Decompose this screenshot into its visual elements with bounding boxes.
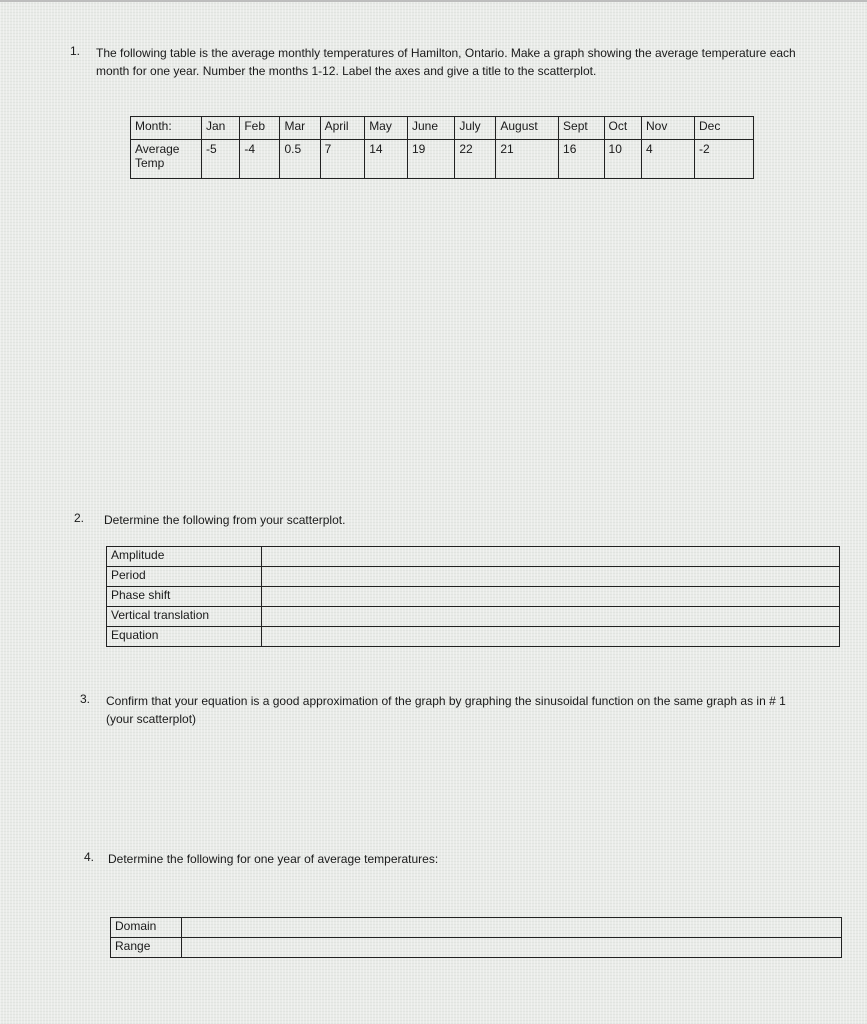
amplitude-answer-cell[interactable] (262, 547, 840, 567)
equation-answer-cell[interactable] (262, 627, 840, 647)
scatterplot-properties-table (106, 546, 840, 647)
label-equation: Equation (107, 627, 262, 647)
label-phase-shift: Phase shift (107, 587, 262, 607)
temps-row (131, 140, 754, 179)
row-label-average-temp: Average Temp (131, 140, 202, 179)
table-row (107, 547, 840, 567)
temp-cell: 16 (559, 140, 605, 179)
month-cell: August (496, 117, 559, 140)
q2-number: 2. (74, 511, 85, 525)
table-row (107, 627, 840, 647)
temp-cell: -4 (240, 140, 280, 179)
month-cell: Feb (240, 117, 280, 140)
month-cell: April (320, 117, 365, 140)
temp-cell: 19 (408, 140, 455, 179)
temp-cell: 10 (604, 140, 641, 179)
temp-cell: 7 (320, 140, 365, 179)
q3-text: Confirm that your equation is a good approximation of the graph by graphing the sinusoidal function on the same graph as in # 1 (your scatterplot) (106, 694, 786, 726)
month-cell: June (408, 117, 455, 140)
table-row (107, 607, 840, 627)
domain-answer-cell[interactable] (182, 918, 842, 938)
month-cell: Sept (559, 117, 605, 140)
label-vertical-translation: Vertical translation (107, 607, 262, 627)
period-answer-cell[interactable] (262, 567, 840, 587)
label-amplitude: Amplitude (107, 547, 262, 567)
table-row (111, 918, 842, 938)
q4-number: 4. (84, 850, 95, 864)
table-row (111, 938, 842, 958)
month-cell: Oct (604, 117, 641, 140)
temp-cell: -5 (202, 140, 240, 179)
temp-cell: 21 (496, 140, 559, 179)
temp-cell: -2 (695, 140, 754, 179)
month-cell: Dec (695, 117, 754, 140)
months-row (131, 117, 754, 140)
temp-cell: 22 (455, 140, 496, 179)
vertical-translation-answer-cell[interactable] (262, 607, 840, 627)
q2-text: Determine the following from your scatterplot. (104, 513, 346, 527)
q4-text: Determine the following for one year of average temperatures: (108, 852, 439, 866)
page-top-edge (0, 0, 867, 2)
temp-cell: 14 (365, 140, 408, 179)
row-label-month: Month: (131, 117, 202, 140)
domain-range-table (110, 917, 842, 958)
phase-shift-answer-cell[interactable] (262, 587, 840, 607)
month-cell: Mar (280, 117, 320, 140)
q1-number: 1. (70, 44, 81, 58)
label-period: Period (107, 567, 262, 587)
table-row (107, 587, 840, 607)
label-range: Range (111, 938, 182, 958)
temp-cell: 4 (642, 140, 695, 179)
temperature-table (130, 116, 754, 179)
temp-cell: 0.5 (280, 140, 320, 179)
month-cell: July (455, 117, 496, 140)
q1-text: The following table is the average monthly temperatures of Hamilton, Ontario. Make a graph showing the average temperature each month for one year. Number the months 1-12. Label the axes and give a title to the scatterplot. (96, 46, 796, 78)
month-cell: May (365, 117, 408, 140)
month-cell: Jan (202, 117, 240, 140)
month-cell: Nov (642, 117, 695, 140)
q3-number: 3. (80, 692, 91, 706)
table-row (107, 567, 840, 587)
range-answer-cell[interactable] (182, 938, 842, 958)
label-domain: Domain (111, 918, 182, 938)
